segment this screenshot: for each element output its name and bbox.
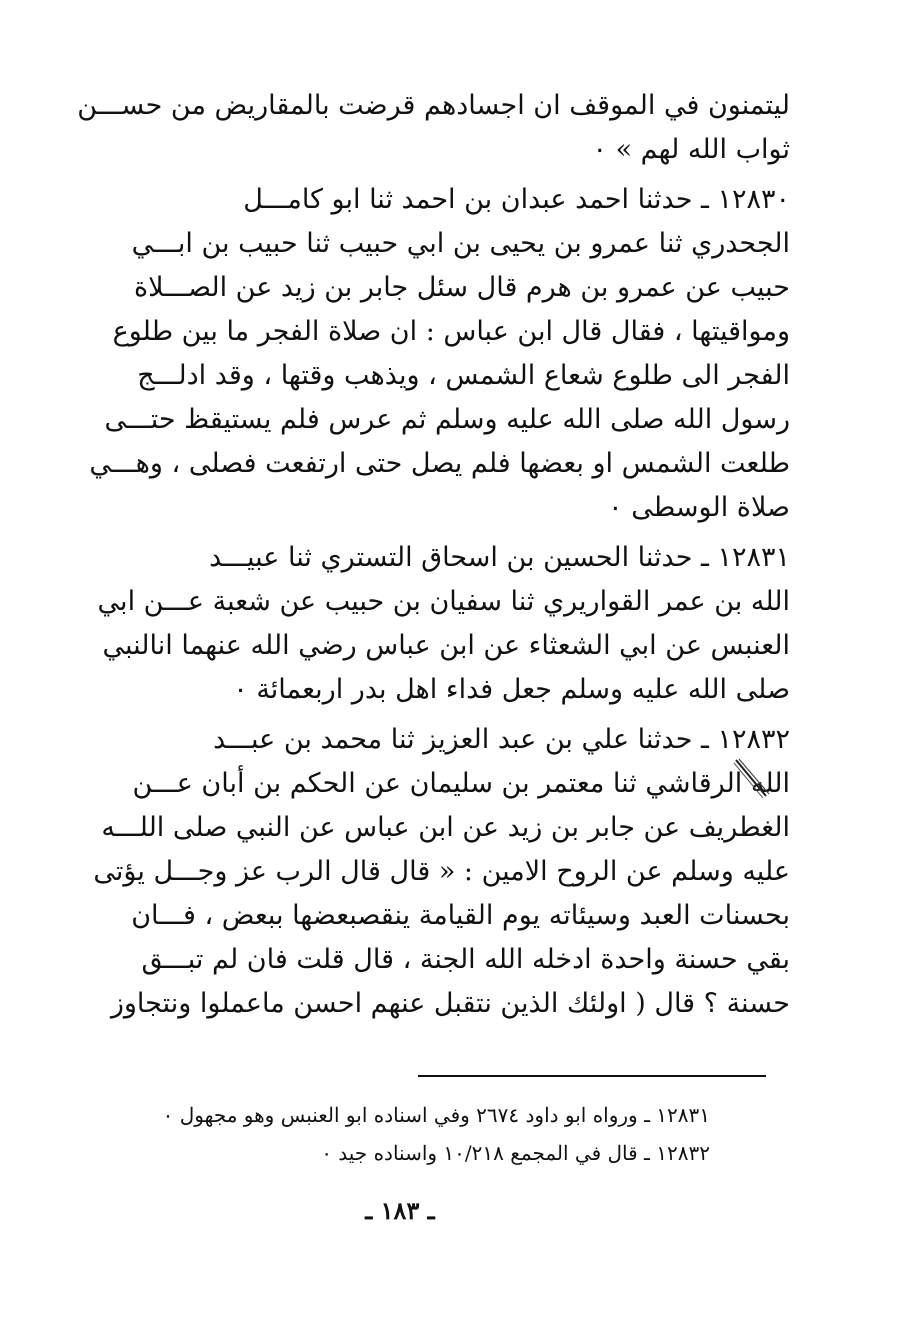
text-line: بحسنات العبد وسيئاته يوم القيامة ينقصبعضها ببعض ، فـــان [131,900,790,931]
hadith-12832-heading: ١٢٨٣٢ ـ حدثنا علي بن عبد العزيز ثنا محمد بن عبـــد [213,724,790,755]
footnote-12831: ١٢٨٣١ ـ ورواه ابو داود ٢٦٧٤ وفي اسناده ابو العنبس وهو مجهول ٠ [162,1103,710,1127]
text-line: الله بن عمر القواريري ثنا سفيان بن حبيب عن شعبة عـــن ابي [97,586,790,617]
text-line: الله الرقاشي ثنا معتمر بن سليمان عن الحكم بن أبان عـــن [132,768,790,799]
footnote-12832: ١٢٨٣٢ ـ قال في المجمع ١٠/٢١٨ واسناده جيد ٠ [321,1141,710,1165]
pen-mark-icon [732,756,772,802]
text-line: ومواقيتها ، فقال قال ابن عباس : ان صلاة الفجر ما بين طلوع [112,316,790,347]
text-line: عليه وسلم عن الروح الامين : « قال قال الرب عز وجـــل يؤتى [93,856,790,887]
text-line: الغطريف عن جابر بن زيد عن ابن عباس عن النبي صلى اللـــه [101,812,790,843]
text-line: طلعت الشمس او بعضها فلم يصل حتى ارتفعت فصلى ، وهـــي [89,448,790,479]
text-line: رسول الله صلى الله عليه وسلم ثم عرس فلم يستيقظ حتـــى [104,404,790,435]
text-line: صلى الله عليه وسلم جعل فداء اهل بدر اربعمائة ٠ [233,674,790,705]
text-line: الفجر الى طلوع شعاع الشمس ، ويذهب وقتها ، وقد ادلـــج [137,360,790,391]
footnotes [70,1096,710,1172]
footnote-divider [418,1075,766,1077]
text-line: بقي حسنة واحدة ادخله الله الجنة ، قال قلت فان لم تبـــق [141,944,790,975]
main-text [70,84,790,1026]
hadith-12830-heading: ١٢٨٣٠ ـ حدثنا احمد عبدان بن احمد ثنا ابو كامـــل [243,184,790,215]
hadith-12831-heading: ١٢٨٣١ ـ حدثنا الحسين بن اسحاق التستري ثنا عبيـــد [209,542,790,573]
text-line: ثواب الله لهم » ٠ [592,134,790,165]
text-line: حبيب عن عمرو بن هرم قال سئل جابر بن زيد عن الصـــلاة [133,272,790,303]
text-line: صلاة الوسطى ٠ [608,492,790,523]
text-line: العنبس عن ابي الشعثاء عن ابن عباس رضي الله عنهما انالنبي [102,630,790,661]
text-line: ليتمنون في الموقف ان اجسادهم قرضت بالمقاريض من حســـن [77,90,790,121]
text-line: حسنة ؟ قال ( اولئك الذين نتقبل عنهم احسن ماعملوا ونتجاوز [110,988,790,1019]
text-line: الجحدري ثنا عمرو بن يحيى بن ابي حبيب ثنا حبيب بن ابـــي [131,228,790,259]
page-number: ـ ١٨٣ ـ [365,1196,435,1225]
